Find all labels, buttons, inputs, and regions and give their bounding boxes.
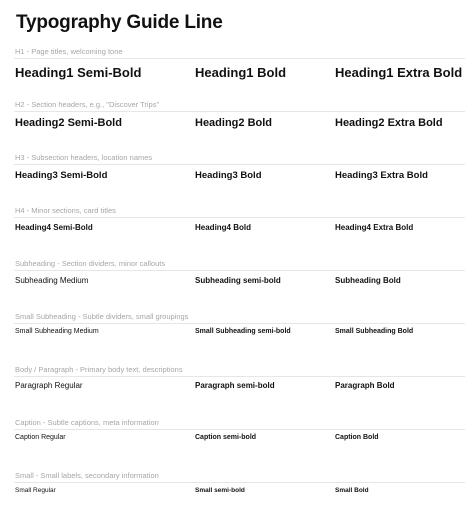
sample-bold: Paragraph Bold [335, 381, 395, 390]
section-caption: Body / Paragraph - Primary body text, descriptions [15, 365, 183, 374]
sample-bold: Small Subheading Bold [335, 328, 414, 335]
sample-bold: Heading2 Bold [195, 117, 273, 129]
sample-bold: Caption Bold [335, 434, 379, 441]
sample-extrabold: Heading2 Extra Bold [335, 117, 443, 129]
section-divider [14, 217, 465, 218]
section-divider [14, 111, 465, 112]
section-caption: Small - Small labels, secondary information [15, 471, 159, 480]
sample-bold: Small Bold [335, 487, 369, 494]
sample-extrabold: Heading3 Extra Bold [335, 170, 428, 181]
section-divider [14, 429, 465, 430]
sample-semibold: Subheading semi-bold [195, 276, 281, 285]
sample-regular: Paragraph Regular [15, 381, 83, 390]
section-caption: H4 - Minor sections, card titles [15, 206, 116, 215]
section-caption: H1 - Page titles, welcoming tone [15, 47, 123, 56]
sample-semibold: Heading1 Semi-Bold [15, 65, 142, 80]
section-divider [14, 58, 465, 59]
sample-semibold: Heading2 Semi-Bold [15, 117, 122, 129]
sample-bold: Heading4 Bold [195, 223, 252, 232]
sample-medium: Subheading Medium [15, 276, 89, 285]
sample-bold: Subheading Bold [335, 276, 401, 285]
section-caption: Subheading - Section dividers, minor callouts [15, 259, 166, 268]
section-divider [14, 164, 465, 165]
sample-medium: Small Subheading Medium [15, 328, 99, 335]
section-caption: H2 - Section headers, e.g., "Discover Trips" [15, 100, 160, 109]
sample-bold: Heading1 Bold [195, 65, 287, 80]
sample-extrabold: Heading4 Extra Bold [335, 223, 414, 232]
page-title: Typography Guide Line [16, 12, 223, 33]
section-caption: H3 - Subsection headers, location names [15, 153, 153, 162]
sample-extrabold: Heading1 Extra Bold [335, 65, 463, 80]
sample-semibold: Paragraph semi-bold [195, 381, 275, 390]
section-divider [14, 323, 465, 324]
sample-semibold: Small Subheading semi-bold [195, 328, 291, 335]
sample-semibold: Small semi-bold [195, 487, 245, 494]
section-caption: Caption - Subtle captions, meta information [15, 418, 159, 427]
sample-semibold: Heading3 Semi-Bold [15, 170, 108, 181]
sample-semibold: Heading4 Semi-Bold [15, 223, 93, 232]
section-divider [14, 376, 465, 377]
sample-regular: Caption Regular [15, 434, 66, 441]
section-divider [14, 482, 465, 483]
section-caption: Small Subheading - Subtle dividers, small groupings [15, 312, 189, 321]
sample-semibold: Caption semi-bold [195, 434, 257, 441]
section-divider [14, 270, 465, 271]
sample-bold: Heading3 Bold [195, 170, 262, 181]
sample-regular: Small Regular [15, 487, 56, 494]
